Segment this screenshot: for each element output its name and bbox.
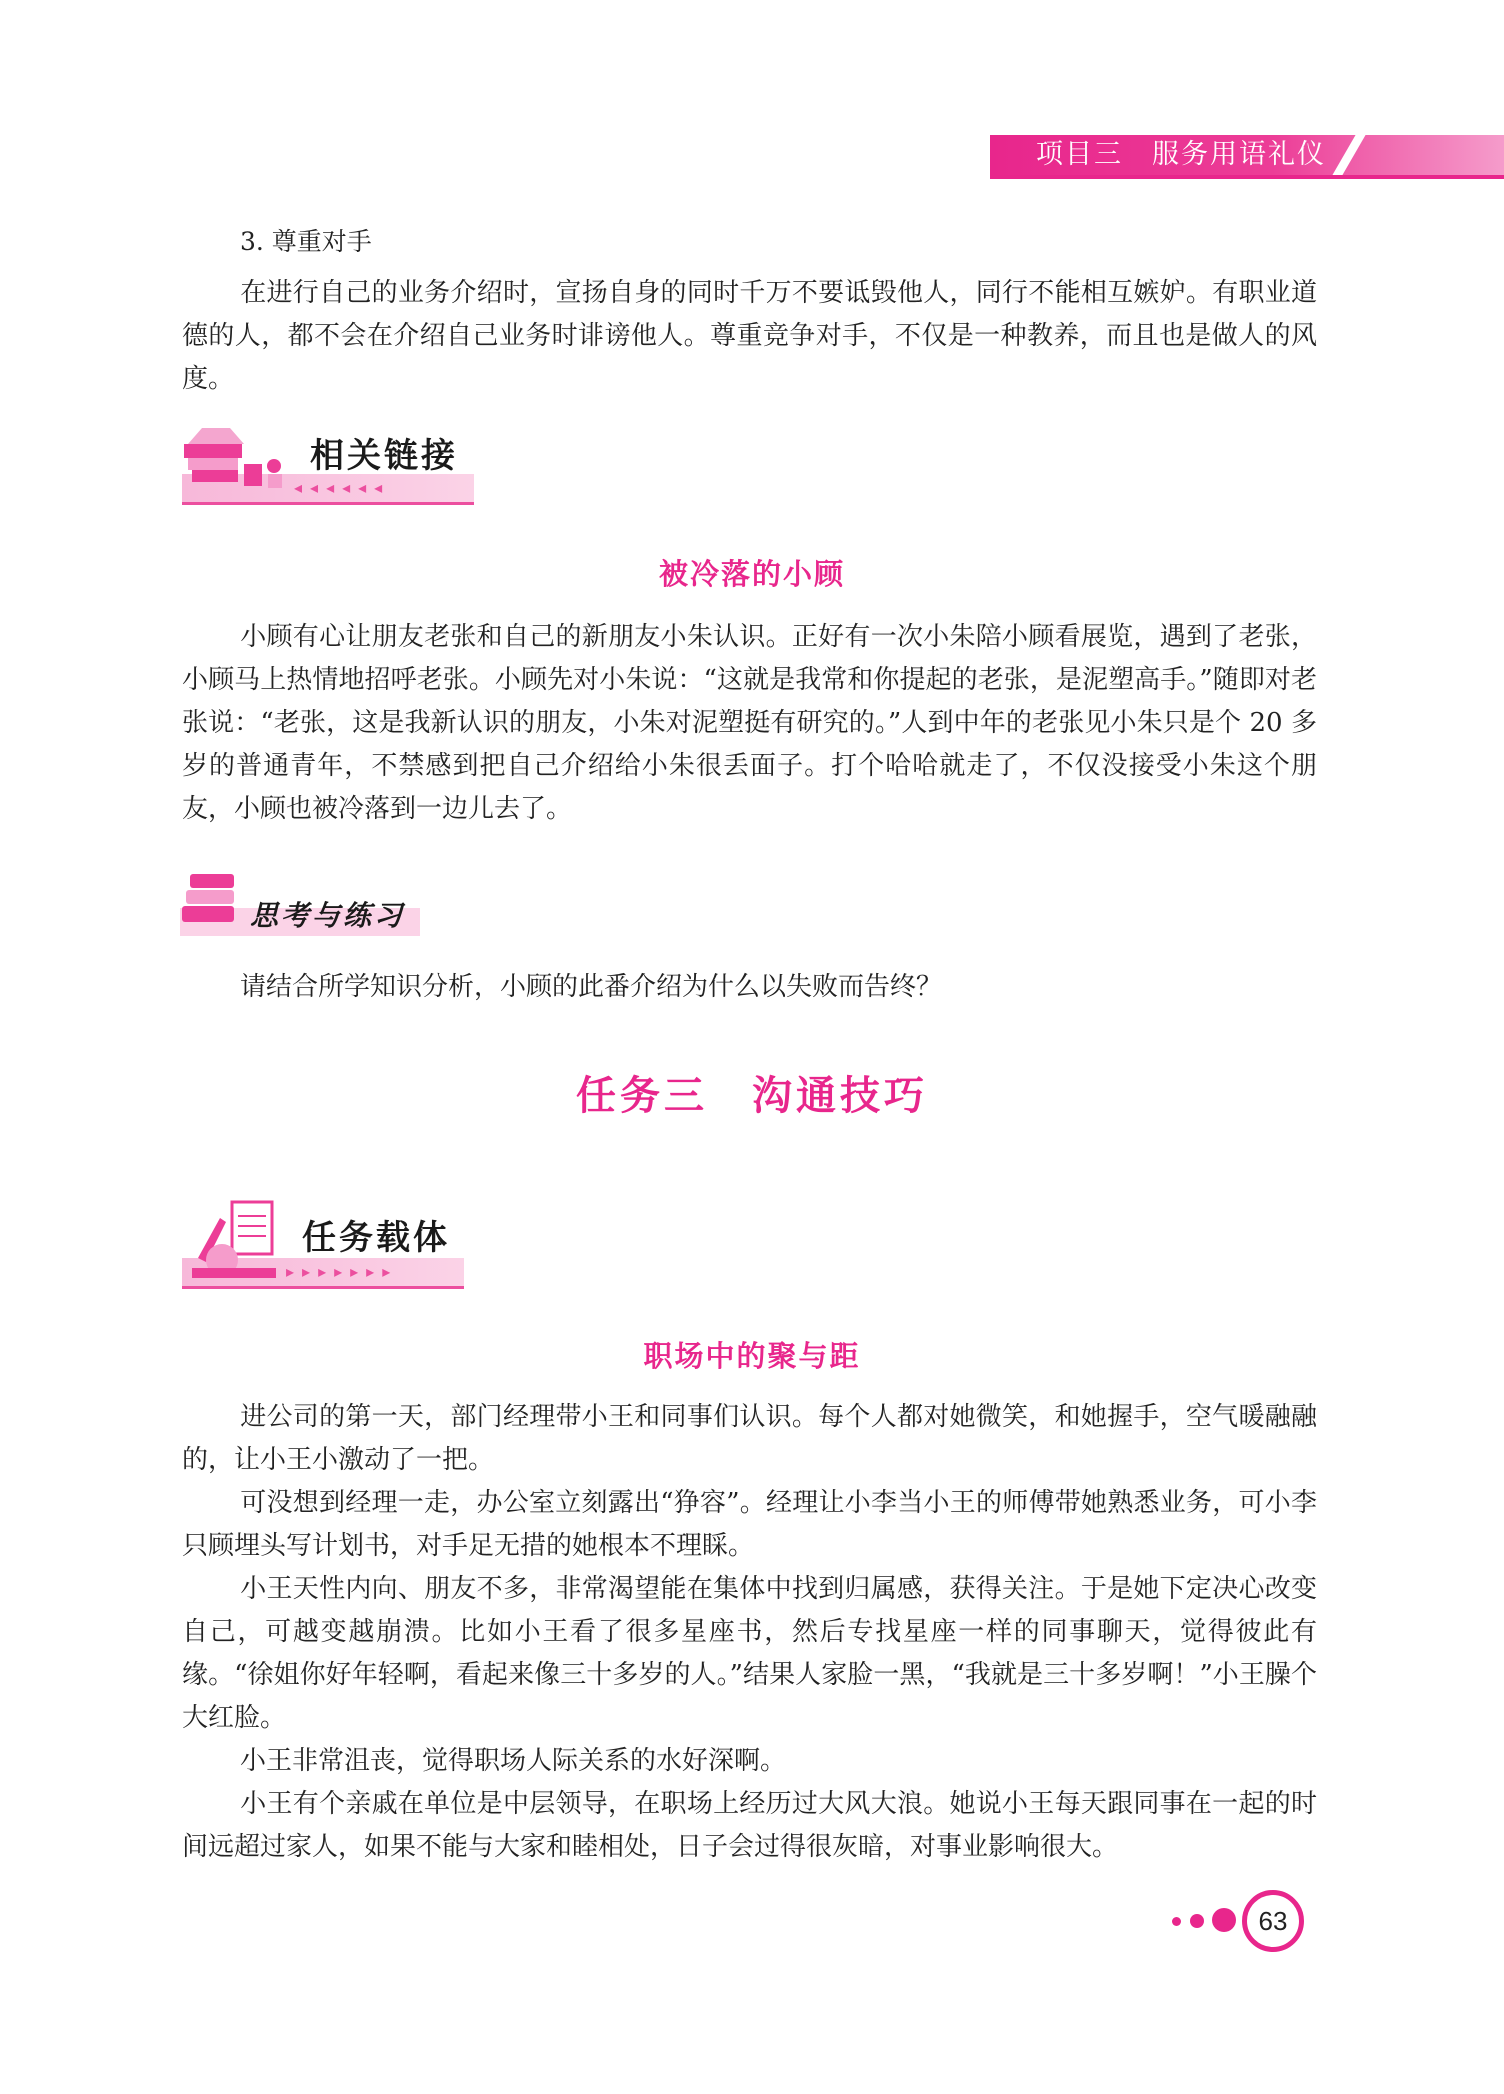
story-paragraph: 小王非常沮丧，觉得职场人际关系的水好深啊。 [240, 1746, 787, 1776]
task-heading: 任务三 沟通技巧 [576, 1072, 928, 1119]
books-illustration [182, 426, 292, 506]
exercise-question: 请结合所学知识分析，小顾的此番介绍为什么以失败而告终？ [240, 972, 943, 1002]
story-paragraph: 小王有个亲戚在单位是中层领导，在职场上经历过大风大浪。她说小王每天跟同事在一起的时间远超过家人，如果不能与大家和睦相处，日子会过得很灰暗，对事业影响很大。 [182, 1789, 1317, 1862]
story-title: 职场中的聚与距 [643, 1339, 861, 1373]
task-carrier-label: 任务载体 [302, 1218, 450, 1258]
story-paragraphs [182, 1396, 1317, 1869]
page-dot [1190, 1914, 1204, 1928]
header-rule [990, 175, 1504, 179]
story-paragraph: 小王天性内向、朋友不多，非常渴望能在集体中找到归属感，获得关注。于是她下定决心改变自己，可越变越崩溃。比如小王看了很多星座书，然后专找星座一样的同事聊天，觉得彼此有缘。“徐姐你好年轻啊，看起来像三十多岁的人。”结果人家脸一黑，“我就是三十多岁啊！”小王臊个大红脸。 [182, 1574, 1317, 1733]
running-header-title: 项目三 服务用语礼仪 [1036, 139, 1326, 170]
task-carrier-badge [182, 1198, 472, 1290]
story-paragraph: 进公司的第一天，部门经理带小王和同事们认识。每个人都对她微笑，和她握手，空气暖融融的，让小王小激动了一把。 [182, 1402, 1317, 1475]
page-dot [1172, 1917, 1181, 1926]
story-title: 被冷落的小顾 [658, 557, 845, 591]
paragraph: 在进行自己的业务介绍时，宣扬自身的同时千万不要诋毁他人，同行不能相互嫉妒。有职业道德的人，都不会在介绍自己业务时诽谤他人。尊重竞争对手，不仅是一种教养，而且也是做人的风度。 [182, 278, 1317, 394]
related-link-badge [182, 426, 482, 510]
exercise-label: 思考与练习 [250, 899, 406, 932]
page-number: 63 [1242, 1890, 1304, 1952]
page-dot [1212, 1908, 1236, 1932]
pink-books-icon [180, 868, 240, 938]
notepad-illustration [192, 1198, 282, 1288]
subsection-heading: 3. 尊重对手 [240, 227, 372, 256]
related-link-label: 相关链接 [310, 436, 458, 476]
story-paragraph: 小顾有心让朋友老张和自己的新朋友小朱认识。正好有一次小朱陪小顾看展览，遇到了老张，小顾马上热情地招呼老张。小顾先对小朱说：“这就是我常和你提起的老张，是泥塑高手。”随即对老张说：“老张，这是我新认识的朋友，小朱对泥塑挺有研究的。”人到中年的老张见小朱只是个 20 多岁的普通青年，不禁感到把自己介绍给小朱很丢面子。打个哈哈就走了，不仅没接受小朱这个朋友，小顾也被冷落到一边儿去了。 [182, 622, 1317, 824]
story-paragraph: 可没想到经理一走，办公室立刻露出“狰容”。经理让小李当小王的师傅带她熟悉业务，可小李只顾埋头写计划书，对手足无措的她根本不理睬。 [182, 1488, 1317, 1561]
exercise-badge [180, 868, 440, 938]
badge-arrows: ▸▸▸▸▸▸▸ [286, 1262, 399, 1281]
badge-arrows: ◂◂◂◂◂◂ [294, 478, 391, 497]
